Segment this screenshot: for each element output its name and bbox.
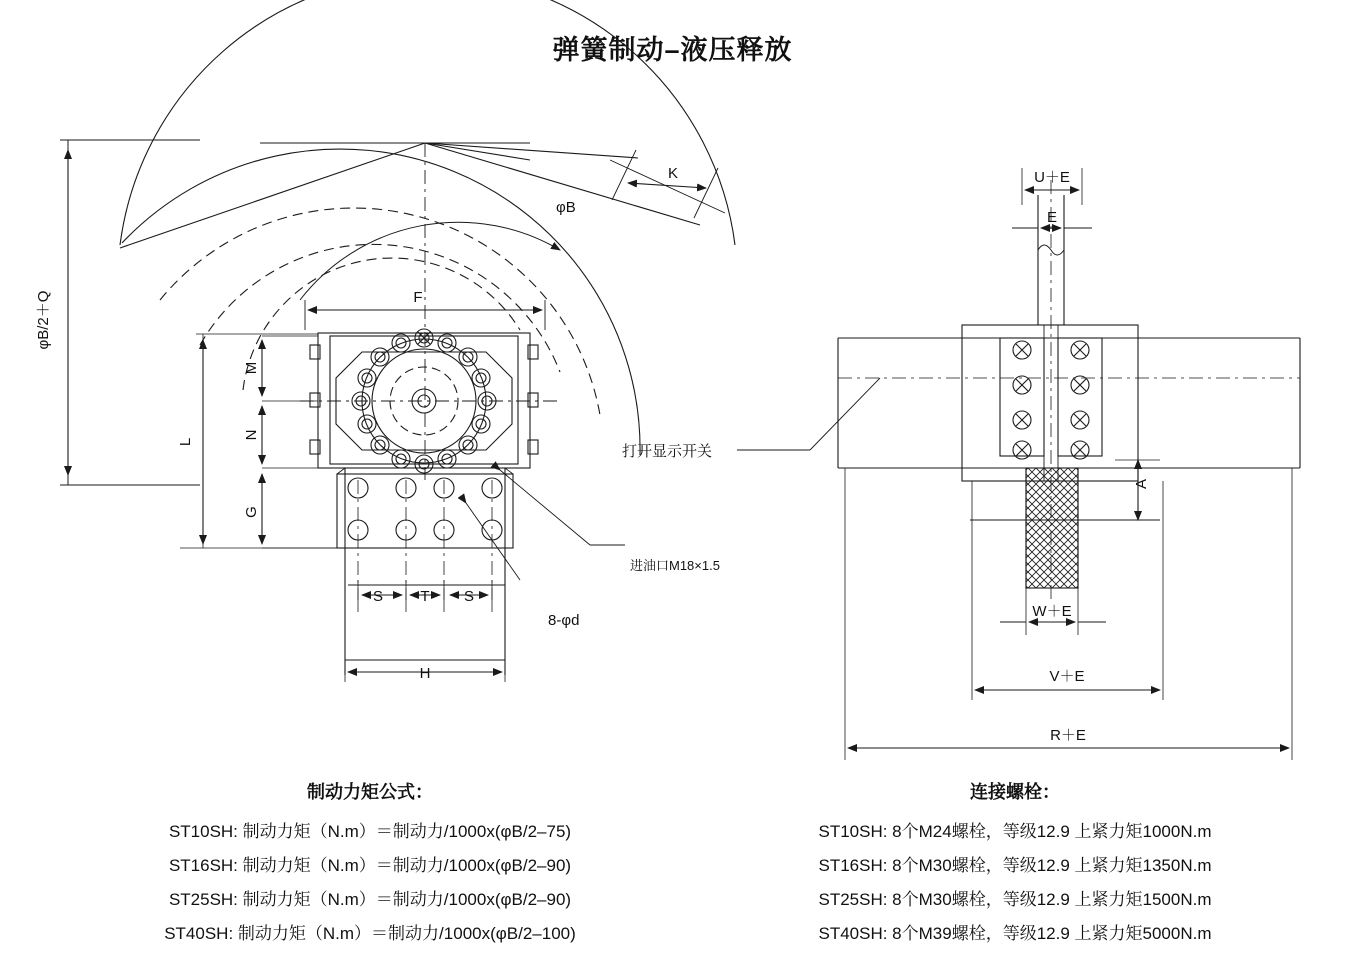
- label-L: L: [177, 437, 194, 447]
- label-UE: U＋E: [1034, 169, 1070, 186]
- label-phiB2Q: φB/2＋Q: [35, 290, 52, 350]
- page-title: 弹簧制动–液压释放: [552, 35, 793, 65]
- connecting-bolts-heading: 连接螺栓：: [970, 782, 1060, 802]
- brake-torque-formula-heading: 制动力矩公式：: [307, 782, 433, 802]
- label-phiB: φB: [556, 199, 576, 216]
- label-K: K: [668, 165, 679, 182]
- label-S-right: S: [463, 588, 475, 605]
- brake-torque-row: ST25SH: 制动力矩（N.m）＝制动力/1000x(φB/2–90): [168, 890, 572, 909]
- label-S-left: S: [372, 588, 384, 605]
- label-G: G: [243, 506, 260, 518]
- label-open-switch: 打开显示开关: [622, 443, 713, 460]
- label-WE: W＋E: [1032, 603, 1072, 620]
- connecting-bolts-note: [720, 775, 1310, 951]
- brake-torque-row: ST40SH: 制动力矩（N.m）＝制动力/1000x(φB/2–100): [164, 924, 576, 943]
- connecting-bolt-row: ST25SH: 8个M30螺栓，等级12.9 上紧力矩1500N.m: [818, 890, 1212, 909]
- label-F: F: [413, 289, 423, 306]
- label-RE: R＋E: [1050, 727, 1086, 744]
- label-E: E: [1046, 209, 1058, 226]
- brake-torque-row: ST16SH: 制动力矩（N.m）＝制动力/1000x(φB/2–90): [168, 856, 572, 875]
- brake-torque-row: ST10SH: 制动力矩（N.m）＝制动力/1000x(φB/2–75): [168, 822, 572, 841]
- label-M: M: [243, 361, 260, 375]
- connecting-bolt-row: ST16SH: 8个M30螺栓，等级12.9 上紧力矩1350N.m: [818, 856, 1212, 875]
- label-A: A: [1133, 478, 1150, 490]
- label-N: N: [243, 429, 260, 441]
- label-oil-port: 进油口M18×1.5: [630, 558, 720, 573]
- label-VE: V＋E: [1049, 668, 1085, 685]
- connecting-bolt-row: ST10SH: 8个M24螺栓，等级12.9 上紧力矩1000N.m: [818, 822, 1212, 841]
- label-8-phid: 8-φd: [548, 612, 580, 629]
- left-view-geometry: [60, 0, 880, 682]
- brake-torque-formula-note: [90, 775, 650, 951]
- connecting-bolt-row: ST40SH: 8个M39螺栓，等级12.9 上紧力矩5000N.m: [818, 924, 1212, 943]
- label-H: H: [419, 665, 431, 682]
- label-T: T: [420, 588, 430, 605]
